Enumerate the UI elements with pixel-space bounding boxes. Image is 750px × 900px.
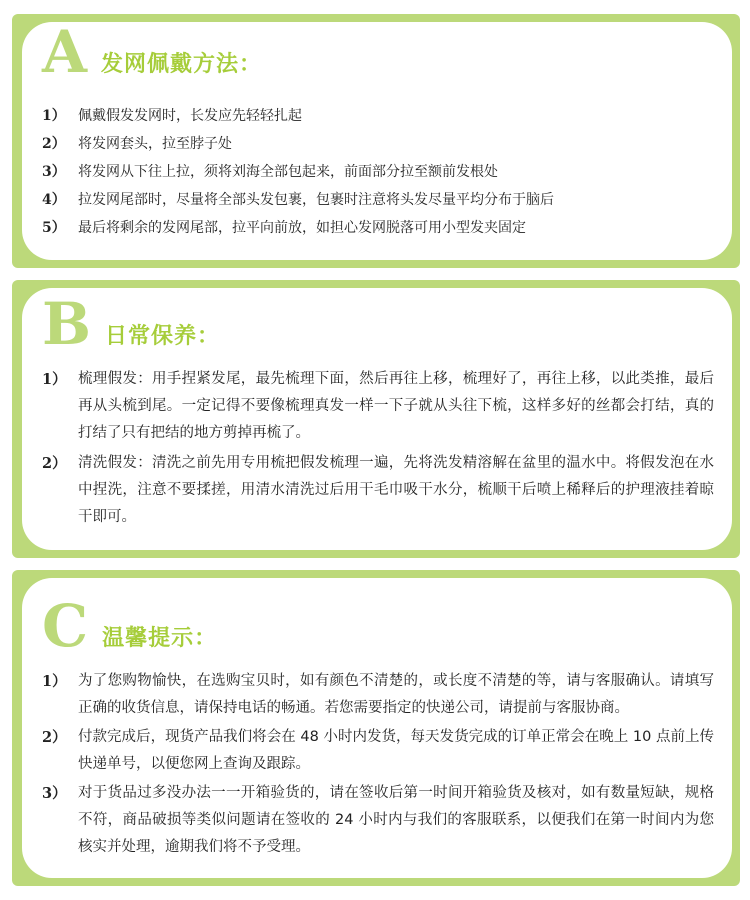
section-a-panel <box>12 14 740 268</box>
item-number: 1） <box>42 371 67 388</box>
section-b-card <box>22 288 732 550</box>
section-c-letter: C <box>42 592 89 660</box>
section-c-panel <box>12 570 740 886</box>
item-text: 为了您购物愉快，在选购宝贝时，如有颜色不清楚的，或长度不清楚的等，请与客服确认。请填写正确的收货信息，请保持电话的畅通。若您需要指定的快递公司，请提前与客服协商。 <box>78 673 714 716</box>
section-a-item-5 <box>42 218 714 238</box>
section-c-item-3 <box>42 780 714 861</box>
item-text: 佩戴假发发网时，长发应先轻轻扎起 <box>78 108 302 124</box>
section-a-title: 发网佩戴方法： <box>101 52 263 77</box>
section-c-item-1 <box>42 668 714 722</box>
item-text: 将发网从下往上拉，须将刘海全部包起来，前面部分拉至额前发根处 <box>78 164 498 180</box>
item-number: 1） <box>42 108 66 124</box>
section-a-item-3 <box>42 162 714 182</box>
item-text: 拉发网尾部时，尽量将全部头发包裹，包裹时注意将头发尽量平均分布于脑后 <box>78 192 554 208</box>
item-number: 2） <box>42 455 67 472</box>
section-a-card <box>22 18 732 260</box>
section-c-item-2 <box>42 724 714 778</box>
section-b-panel <box>12 280 740 558</box>
section-a-header <box>42 18 263 86</box>
section-b-header <box>42 290 221 358</box>
item-number: 4） <box>42 192 66 208</box>
item-text: 付款完成后，现货产品我们将会在 48 小时内发货，每天发货完成的订单正常会在晚上 10 点前上传快递单号，以便您网上查询及跟踪。 <box>78 729 714 772</box>
item-text: 清洗假发：清洗之前先用专用梳把假发梳理一遍，先将洗发精溶解在盆里的温水中。将假发泡在水中捏洗，注意不要揉搓，用清水清洗过后用干毛巾吸干水分，梳顺干后喷上稀释后的护理液挂着晾干即可。 <box>78 455 714 525</box>
section-c-card <box>22 578 732 878</box>
section-a-letter: A <box>42 18 88 86</box>
section-b-item-2 <box>42 450 714 531</box>
item-text: 对于货品过多没办法一一开箱验货的，请在签收后第一时间开箱验货及核对，如有数量短缺，规格不符，商品破损等类似问题请在签收的 24 小时内与我们的客服联系，以便我们在第一时间内为您核实并处理，逾期我们将不予受理。 <box>78 785 714 855</box>
section-b-item-1 <box>42 366 714 447</box>
item-number: 5） <box>42 220 66 236</box>
item-text: 最后将剩余的发网尾部，拉平向前放，如担心发网脱落可用小型发夹固定 <box>78 220 526 236</box>
section-c-header <box>42 592 218 660</box>
section-a-item-4 <box>42 190 714 210</box>
item-number: 2） <box>42 136 66 152</box>
item-text: 将发网套头，拉至脖子处 <box>78 136 232 152</box>
item-number: 3） <box>42 785 67 802</box>
section-a-item-1 <box>42 106 714 126</box>
item-text: 梳理假发：用手捏紧发尾，最先梳理下面，然后再往上移，梳理好了，再往上移，以此类推，最后再从头梳到尾。一定记得不要像梳理真发一样一下子就从头往下梳，这样多好的丝都会打结，真的打结了只有把结的地方剪掉再梳了。 <box>78 371 714 441</box>
section-b-title: 日常保养： <box>105 324 221 349</box>
item-number: 2） <box>42 729 67 746</box>
section-a-item-2 <box>42 134 714 154</box>
item-number: 3） <box>42 164 66 180</box>
section-c-title: 温馨提示： <box>102 626 218 651</box>
section-b-letter: B <box>42 290 92 358</box>
item-number: 1） <box>42 673 67 690</box>
